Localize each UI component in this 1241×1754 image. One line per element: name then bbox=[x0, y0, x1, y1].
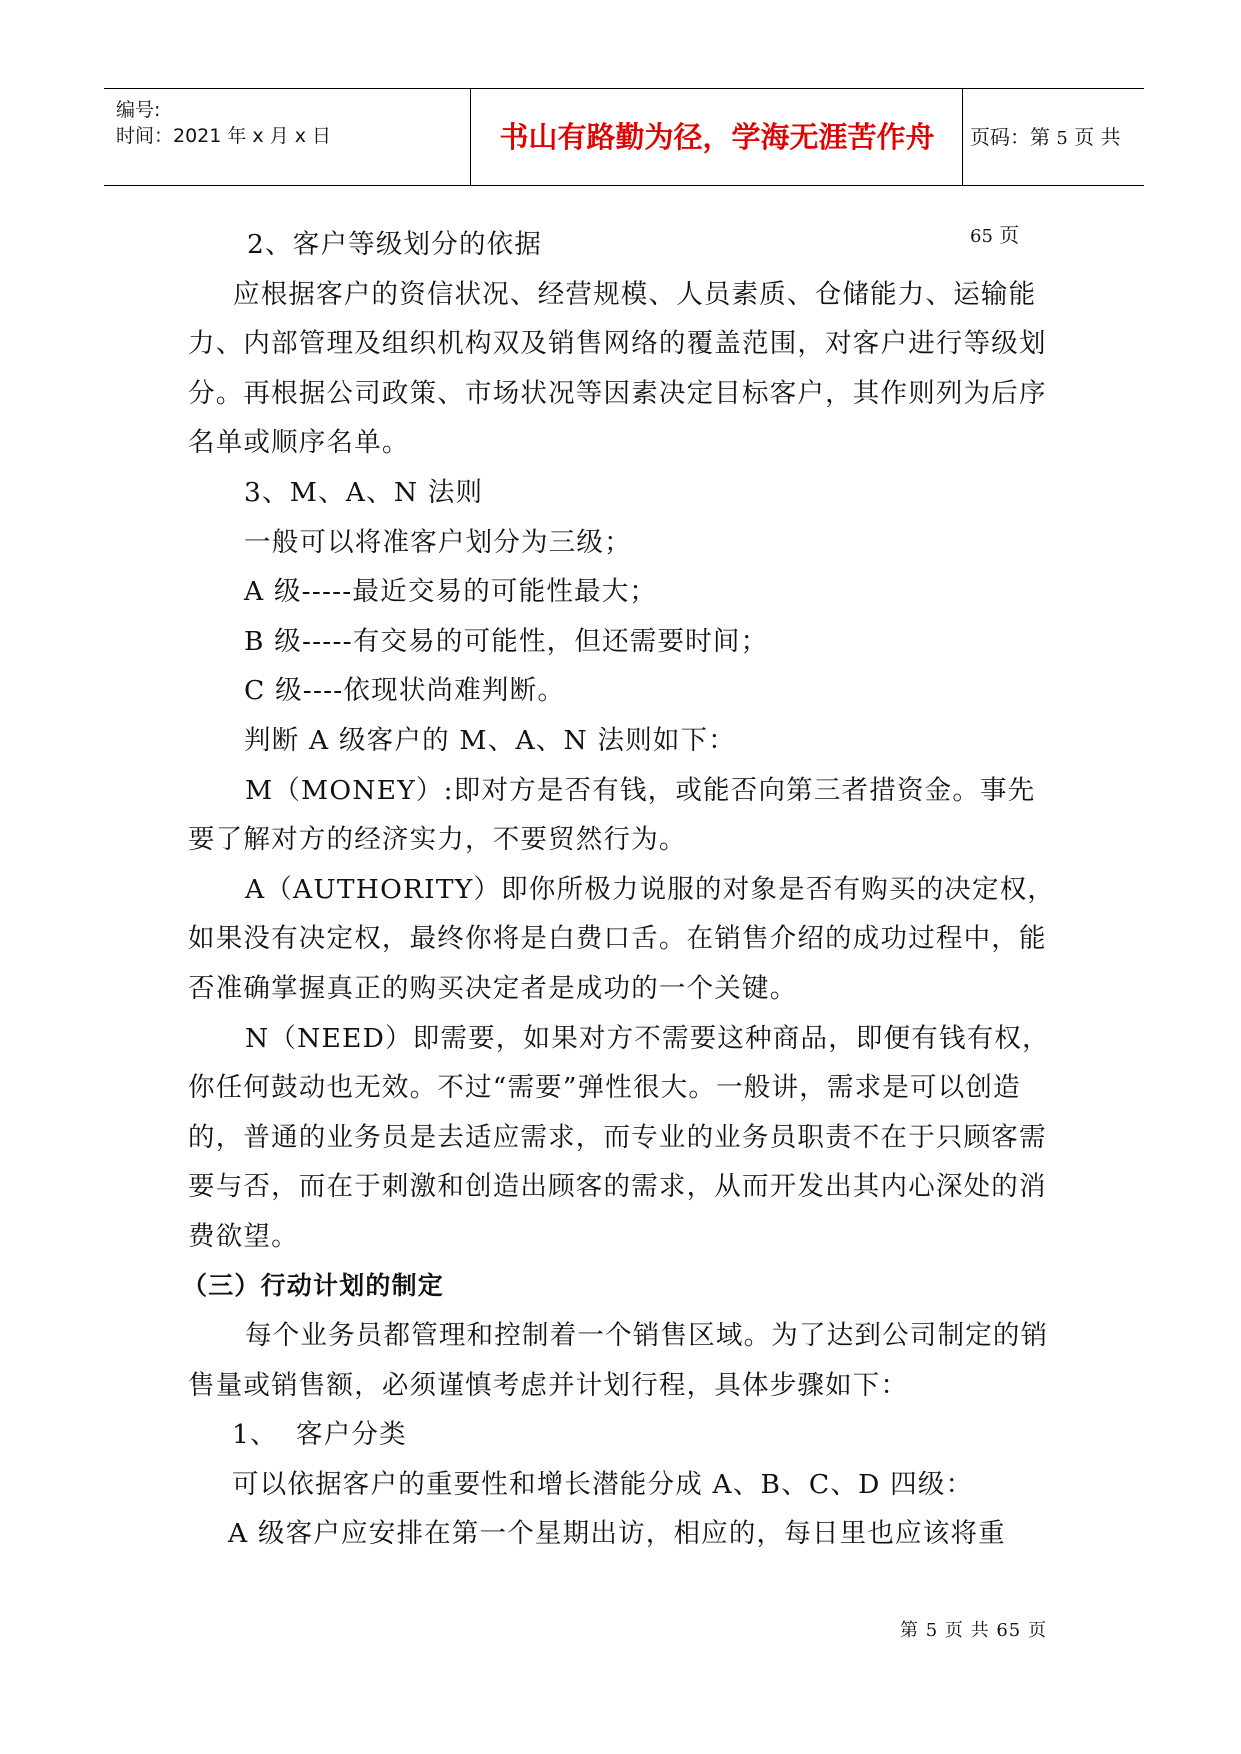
list-item bbox=[188, 1410, 1060, 1460]
paragraph: A 级客户应安排在第一个星期出访，相应的，每日里也应该将重 bbox=[228, 1518, 1006, 1550]
header-divider bbox=[470, 89, 471, 185]
section-subtitle: 2、客户等级划分的依据 bbox=[247, 229, 543, 260]
list-item: A 级-----最近交易的可能性最大； bbox=[244, 576, 658, 608]
header-motto: 书山有路勤为径，学海无涯苦作舟 bbox=[499, 120, 935, 154]
paragraph: 应根据客户的资信状况、经营规模、人员素质、仓储能力、运输能力、内部管理及组织机构双及销售网络的覆盖范围，对客户进行等级划分。再根据公司政策、市场状况等因素决定目标客户，其作则列为后序名单或顺序名单。 bbox=[188, 278, 1047, 459]
paragraph: 每个业务员都管理和控制着一个销售区域。为了达到公司制定的销售量或销售额，必须谨慎考虑并计划行程，具体步骤如下： bbox=[188, 1320, 1049, 1401]
page-footer: 第 5 页 共 65 页 bbox=[900, 1620, 1047, 1641]
page-prefix: 页码：第 bbox=[970, 125, 1050, 149]
paragraph: N（NEED）即需要，如果对方不需要这种商品，即便有钱有权，你任何鼓动也无效。不过“需要”弹性很大。一般讲，需求是可以创造的，普通的业务员是去适应需求，而专业的业务员职责不在于只顾客需要与否，而在于刺激和创造出顾客的需求，从而开发出其内心深处的消费欲望。 bbox=[188, 1022, 1050, 1252]
section-heading: （三）行动计划的制定 bbox=[182, 1271, 445, 1301]
list-item: C 级----依现状尚难判断。 bbox=[244, 675, 566, 707]
document-number-label: 编号: bbox=[116, 99, 161, 121]
paragraph: 可以依据客户的重要性和增长潜能分成 A、B、C、D 四级： bbox=[232, 1468, 974, 1500]
section-subtitle: 3、M、A、N 法则 bbox=[244, 476, 484, 508]
page-suffix: 页 bbox=[999, 223, 1020, 247]
document-body bbox=[182, 220, 1060, 1559]
paragraph: M（MONEY）:即对方是否有钱，或能否向第三者措资金。事先要了解对方的经济实力，不要贸然行为。 bbox=[188, 774, 1036, 856]
page-current: 5 bbox=[1056, 128, 1068, 149]
page-middle: 页 共 bbox=[1074, 125, 1121, 149]
header-page-info bbox=[970, 89, 1144, 247]
list-item: B 级-----有交易的可能性，但还需要时间； bbox=[244, 625, 769, 657]
document-time-label: 时间：2021 年 x 月 x 日 bbox=[116, 125, 332, 147]
paragraph: 一般可以将准客户划分为三级； bbox=[244, 526, 632, 558]
header-meta bbox=[116, 89, 466, 185]
list-number: 1、 bbox=[232, 1419, 278, 1451]
list-text: 客户分类 bbox=[296, 1419, 407, 1451]
page-total: 65 bbox=[970, 226, 993, 247]
paragraph: 判断 A 级客户的 M、A、N 法则如下： bbox=[244, 724, 736, 756]
header-divider bbox=[962, 89, 963, 185]
paragraph: A（AUTHORITY）即你所极力说服的对象是否有购买的决定权，如果没有决定权，最终你将是白费口舌。在销售介绍的成功过程中，能否准确掌握真正的购买决定者是成功的一个关键。 bbox=[188, 873, 1056, 1004]
